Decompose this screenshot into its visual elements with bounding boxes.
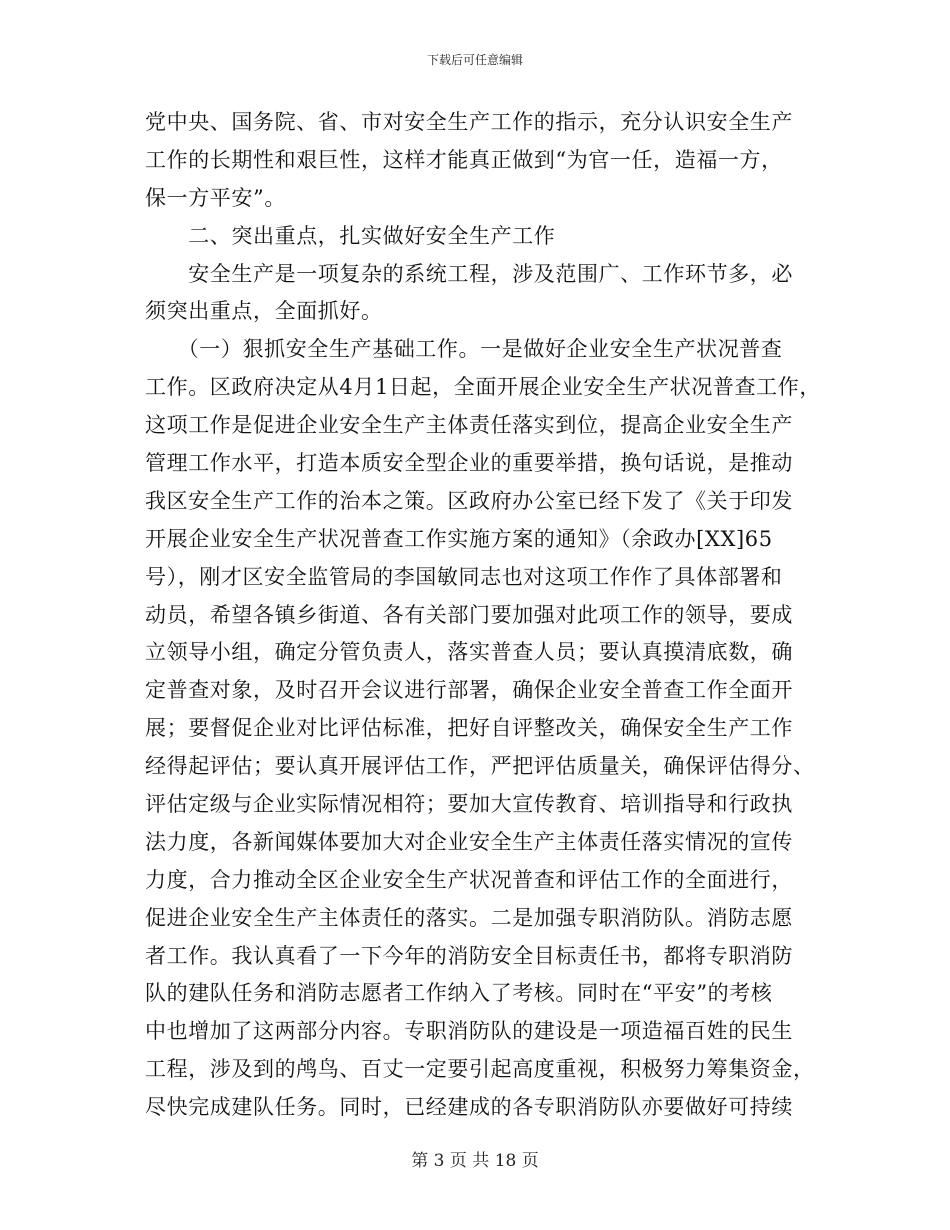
text-line: 这项工作是促进企业安全生产主体责任落实到位，提高企业安全生产 — [145, 413, 793, 438]
text-line: 促进企业安全生产主体责任的落实。二是加强专职消防队。消防志愿 — [145, 905, 793, 930]
page-number: 第 3 页 共 18 页 — [411, 1151, 539, 1171]
text-line: 号），刚才区安全监管局的李国敏同志也对这项工作作了具体部署和 — [145, 564, 783, 589]
document-body — [145, 104, 825, 1127]
text-line: （一）狠抓安全生产基础工作。一是做好企业安全生产状况普查 — [145, 337, 783, 362]
text-line: 我区安全生产工作的治本之策。区政府办公室已经下发了《关于印发 — [145, 488, 793, 513]
text-line: 力度，合力推动全区企业安全生产状况普查和评估工作的全面进行， — [145, 867, 793, 892]
text-line: 者工作。我认真看了一下今年的消防安全目标责任书，都将专职消防 — [145, 943, 793, 968]
text-line: 保一方平安”。 — [145, 185, 286, 210]
text-line: 开展企业安全生产状况普查工作实施方案的通知》（余政办[XX]65 — [145, 526, 773, 551]
page-header: 下载后可任意编辑 — [426, 53, 523, 67]
text-line: 动员，希望各镇乡街道、各有关部门要加强对此项工作的领导，要成 — [145, 602, 793, 627]
text-line: 中也增加了这两部分内容。专职消防队的建设是一项造福百姓的民生 — [145, 1019, 793, 1044]
text-line: 安全生产是一项复杂的系统工程，涉及范围广、工作环节多，必 — [145, 261, 793, 286]
text-line: 工作的长期性和艰巨性，这样才能真正做到“为官一任，造福一方， — [145, 147, 783, 172]
text-line: 评估定级与企业实际情况相符；要加大宣传教育、培训指导和行政执 — [145, 792, 793, 817]
text-line: 工程，涉及到的鸬鸟、百丈一定要引起高度重视，积极努力筹集资金， — [145, 1057, 815, 1082]
text-line: 队的建队任务和消防志愿者工作纳入了考核。同时在“平安”的考核 — [145, 981, 773, 1006]
text-line: 须突出重点，全面抓好。 — [145, 299, 383, 324]
text-line: 立领导小组，确定分管负责人，落实普查人员；要认真摸清底数，确 — [145, 640, 793, 665]
text-line: 党中央、国务院、省、市对安全生产工作的指示，充分认识安全生产 — [145, 110, 793, 134]
text-line: 定普查对象，及时召开会议进行部署，确保企业安全普查工作全面开 — [145, 678, 793, 703]
text-line: 法力度，各新闻媒体要加大对企业安全生产主体责任落实情况的宣传 — [145, 829, 793, 854]
text-line: 尽快完成建队任务。同时，已经建成的各专职消防队亦要做好可持续 — [145, 1095, 793, 1120]
section-heading: 二、突出重点，扎实做好安全生产工作 — [145, 223, 556, 248]
text-line: 展；要督促企业对比评估标准，把好自评整改关，确保安全生产工作 — [145, 716, 793, 741]
text-line: 经得起评估；要认真开展评估工作，严把评估质量关，确保评估得分、 — [145, 754, 815, 779]
text-line: 管理工作水平，打造本质安全型企业的重要举措，换句话说，是推动 — [145, 451, 793, 476]
text-line: 工作。区政府决定从4月1日起，全面开展企业安全生产状况普查工作， — [145, 375, 821, 400]
